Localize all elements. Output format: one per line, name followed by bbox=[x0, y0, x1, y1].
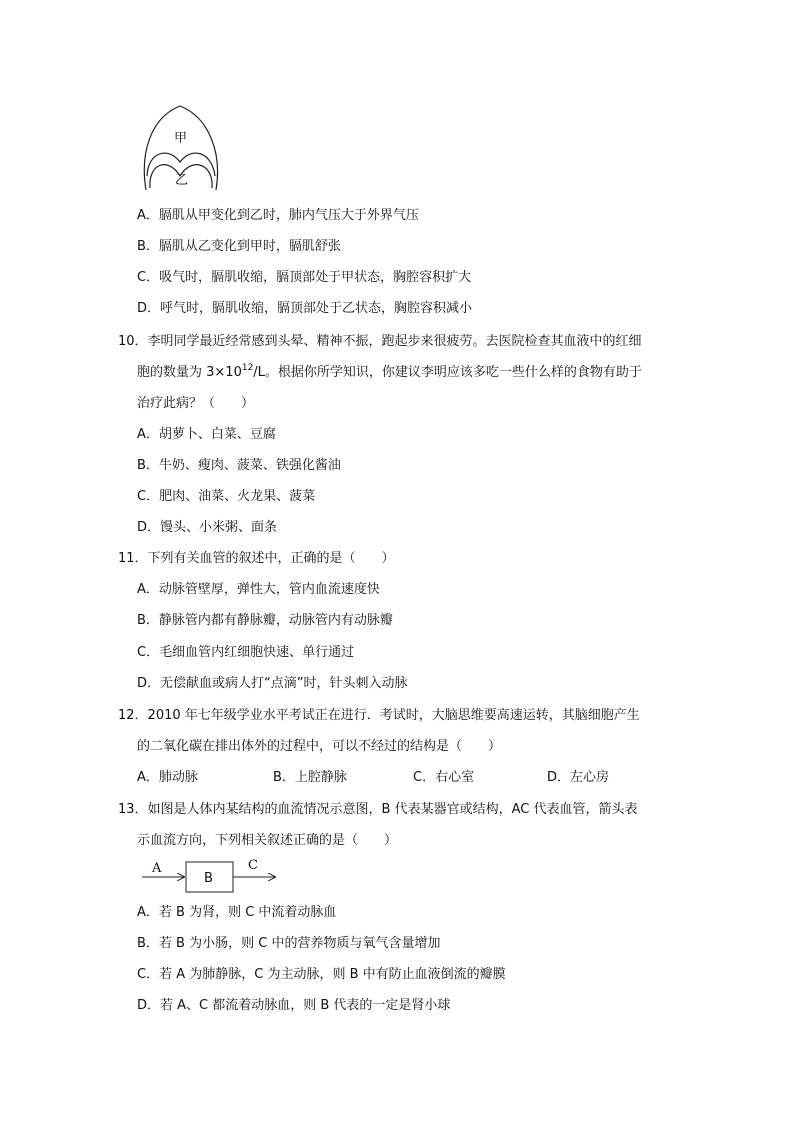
label-yi: 乙 bbox=[175, 173, 189, 188]
label-jia: 甲 bbox=[174, 131, 188, 146]
q9-option-b[interactable]: B．膈肌从乙变化到甲时，膈肌舒张 bbox=[137, 239, 341, 254]
q10-stem-line2-pre: 胞的数量为 3×10 bbox=[137, 365, 242, 380]
q12-option-a[interactable]: A．肺动脉 bbox=[137, 770, 198, 785]
q10-stem-line2 bbox=[137, 364, 642, 382]
q10-option-d[interactable]: D．馒头、小米粥、面条 bbox=[137, 520, 278, 535]
q13-option-d[interactable]: D．若 A、C 都流着动脉血，则 B 代表的一定是肾小球 bbox=[137, 998, 451, 1013]
q10-stem-line2-post: /L。根据你所学知识，你建议李明应该多吃一些什么样的食物有助于 bbox=[253, 365, 642, 380]
q10-option-a[interactable]: A．胡萝卜、白菜、豆腐 bbox=[137, 427, 276, 442]
q13-stem-line2: 示血流方向，下列相关叙述正确的是（ ） bbox=[137, 833, 398, 848]
q12-option-b[interactable]: B．上腔静脉 bbox=[273, 770, 347, 785]
q11-stem: 11．下列有关血管的叙述中，正确的是（ ） bbox=[118, 551, 395, 566]
diaphragm-figure bbox=[138, 104, 224, 192]
q11-option-c[interactable]: C．毛细血管内红细胞快速、单行通过 bbox=[137, 645, 355, 660]
q11-option-a[interactable]: A．动脉管壁厚，弹性大，管内血流速度快 bbox=[137, 582, 380, 597]
vessel-a-label: A bbox=[152, 861, 162, 876]
blood-flow-diagram bbox=[140, 855, 285, 895]
vessel-c-label: C bbox=[248, 858, 258, 873]
q9-option-a[interactable]: A．膈肌从甲变化到乙时，肺内气压大于外界气压 bbox=[137, 208, 419, 223]
q11-option-d[interactable]: D．无偿献血或病人打“点滴”时，针头刺入动脉 bbox=[137, 676, 408, 691]
q12-option-c[interactable]: C．右心室 bbox=[413, 770, 475, 785]
q12-stem-line2: 的二氧化碳在排出体外的过程中，可以不经过的结构是（ ） bbox=[137, 739, 502, 754]
q10-stem-line1: 10．李明同学最近经常感到头晕、精神不振，跑起步来很疲劳。去医院检查其血液中的红细 bbox=[118, 334, 642, 349]
q10-exponent: 12 bbox=[241, 363, 254, 373]
q13-option-c[interactable]: C．若 A 为肺静脉，C 为主动脉，则 B 中有防止血液倒流的瓣膜 bbox=[137, 967, 506, 982]
q12-option-d[interactable]: D．左心房 bbox=[547, 770, 610, 785]
q10-stem-line3: 治疗此病？（ ） bbox=[137, 396, 255, 411]
q13-option-a[interactable]: A．若 B 为肾，则 C 中流着动脉血 bbox=[137, 905, 337, 920]
q10-option-c[interactable]: C．肥肉、油菜、火龙果、菠菜 bbox=[137, 489, 316, 504]
q10-option-b[interactable]: B．牛奶、瘦肉、菠菜、铁强化酱油 bbox=[137, 458, 341, 473]
q11-option-b[interactable]: B．静脉管内都有静脉瓣，动脉管内有动脉瓣 bbox=[137, 613, 393, 628]
q9-option-c[interactable]: C．吸气时，膈肌收缩，膈顶部处于甲状态，胸腔容积扩大 bbox=[137, 270, 472, 285]
q13-option-b[interactable]: B．若 B 为小肠，则 C 中的营养物质与氧气含量增加 bbox=[137, 936, 441, 951]
q9-option-d[interactable]: D．呼气时，膈肌收缩，膈顶部处于乙状态，胸腔容积减小 bbox=[137, 301, 473, 316]
q12-stem-line1: 12．2010 年七年级学业水平考试正在进行．考试时，大脑思维要高速运转，其脑细胞产生 bbox=[118, 708, 640, 723]
q13-stem-line1: 13．如图是人体内某结构的血流情况示意图，B 代表某器官或结构，AC 代表血管，箭头表 bbox=[118, 802, 638, 817]
structure-b-label: B bbox=[204, 871, 213, 886]
